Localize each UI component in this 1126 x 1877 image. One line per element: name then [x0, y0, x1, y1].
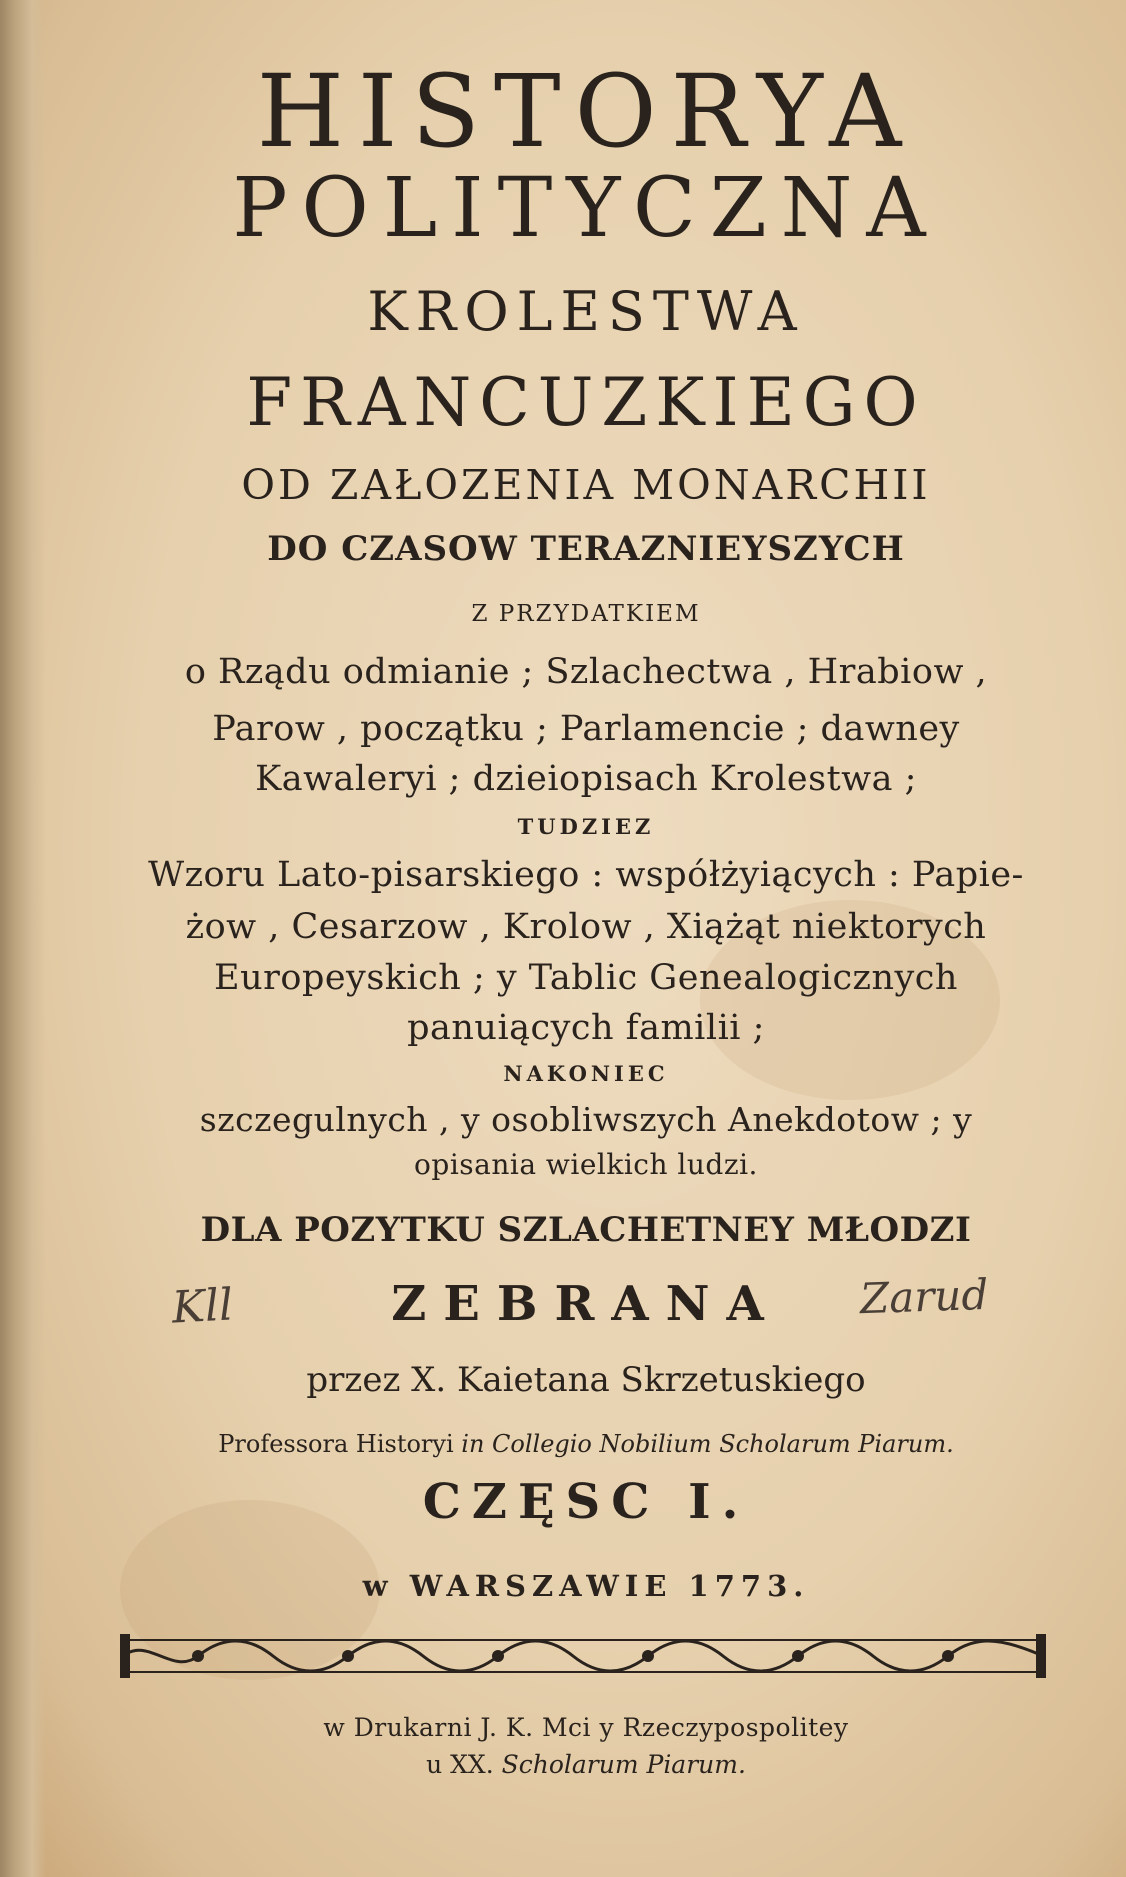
body-line-9: opisania wielkich ludzi.: [414, 1148, 758, 1181]
body-line-5: żow , Cesarzow , Krolow , Xiążąt niektorych: [185, 907, 987, 947]
handwritten-annotation-right: Zarud: [859, 1269, 990, 1324]
body-line-2: Parow , początku ; Parlamencie ; dawney: [212, 709, 960, 749]
professor-prefix: Professora Historyi: [218, 1430, 454, 1458]
heading-nakoniec: NAKONIEC: [503, 1061, 669, 1086]
printer-latin: Scholarum Piarum.: [501, 1750, 746, 1779]
title-od-zalozenia: OD ZAŁOZENIA MONARCHII: [241, 461, 931, 509]
title-polityczna: POLITYCZNA: [232, 161, 940, 256]
body-line-8: szczegulnych , y osobliwszych Anekdotow ; y: [199, 1100, 973, 1139]
body-line-4: Wzoru Lato-pisarskiego : współżyiących : Papie-: [148, 855, 1024, 895]
decorative-border-ornament: [118, 1626, 1048, 1686]
handwritten-annotation-left: Kll: [170, 1279, 235, 1334]
dedication-line: DLA POZYTKU SZLACHETNEY MŁODZI: [200, 1210, 972, 1250]
printer-line-2: [46, 1752, 1126, 1777]
body-line-3: Kawaleryi ; dzieiopisach Krolestwa ;: [255, 759, 917, 799]
professor-line: [46, 1432, 1126, 1456]
printer-line: w Drukarni J. K. Mci y Rzeczypospolitey: [323, 1713, 849, 1742]
body-line-1: o Rządu odmianie ; Szlachectwa , Hrabiow ,: [184, 652, 988, 692]
title-historya: HISTORYA: [256, 53, 916, 170]
book-binding-edge: [0, 0, 46, 1877]
zebrana-line: ZEBRANA: [391, 1276, 781, 1332]
title-do-czasow: DO CZASOW TERAZNIEYSZYCH: [267, 529, 905, 569]
imprint-place-year: w WARSZAWIE 1773.: [362, 1569, 810, 1603]
heading-tudziez: TUDZIEZ: [517, 814, 655, 839]
body-line-7: panuiących familii ;: [407, 1008, 765, 1048]
title-krolestwa: KROLESTWA: [367, 280, 805, 343]
printer-prefix: u XX.: [426, 1750, 494, 1779]
part-number: CZĘSC I.: [422, 1474, 750, 1530]
professor-latin: in Collegio Nobilium Scholarum Piarum.: [461, 1430, 954, 1458]
body-line-6: Europeyskich ; y Tablic Genealogicznych: [214, 958, 958, 998]
title-francuzkiego: FRANCUZKIEGO: [246, 364, 926, 441]
author-line: przez X. Kaietana Skrzetuskiego: [306, 1360, 866, 1400]
title-z-przydatkiem: Z PRZYDATKIEM: [471, 601, 701, 627]
